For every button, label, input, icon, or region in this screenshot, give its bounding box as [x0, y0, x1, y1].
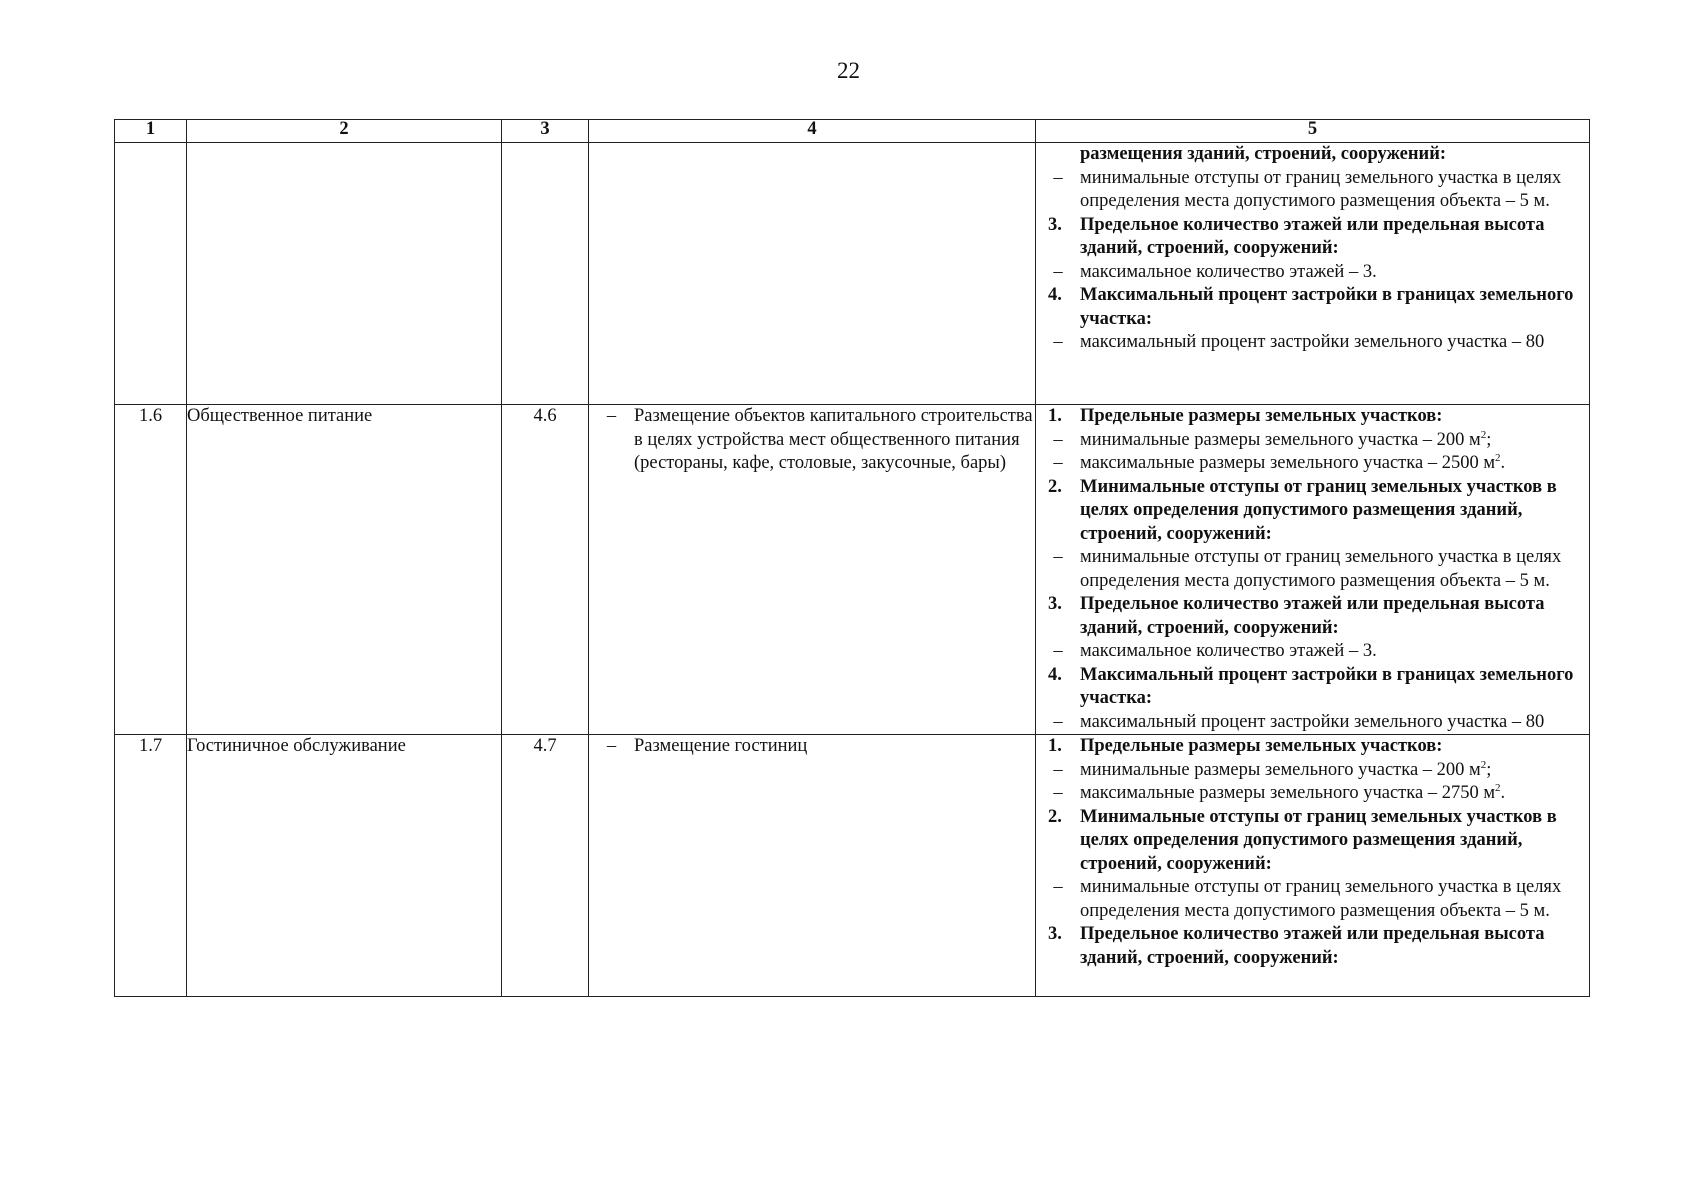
dash-marker: – — [1053, 711, 1063, 732]
heading-text: Предельные размеры земельных участков: — [1080, 406, 1443, 426]
cell-name: Общественное питание — [187, 405, 502, 735]
number-marker: 1. — [1048, 736, 1062, 756]
number-marker: 1. — [1048, 406, 1062, 426]
dash-item — [1036, 261, 1589, 285]
heading-text: Предельное количество этажей или предельная высота зданий, строений, сооружений: — [1080, 924, 1545, 968]
cell-description — [589, 405, 1036, 735]
item-text: минимальные отступы от границ земельного участка в целях определения места допустимого размещения объекта – 5 м. — [1080, 167, 1562, 211]
item-text: максимальное количество этажей – 3. — [1080, 261, 1377, 282]
number-marker: 4. — [1048, 285, 1062, 305]
dash-item — [1036, 759, 1589, 783]
cell-code: 4.6 — [502, 405, 589, 735]
cell-name: Гостиничное обслуживание — [187, 735, 502, 997]
dash-item — [1036, 640, 1589, 664]
cell-num: 1.7 — [115, 735, 187, 997]
dash-item — [1036, 546, 1589, 593]
cell-code: 4.7 — [502, 735, 589, 997]
dash-item — [1036, 331, 1589, 355]
dash-marker: – — [1053, 261, 1063, 282]
cell-parameters — [1036, 143, 1590, 405]
dash-item — [1036, 782, 1589, 806]
heading-text: размещения зданий, строений, сооружений: — [1080, 144, 1447, 164]
item-text: максимальные размеры земельного участка – 2750 $м^2$. — [1080, 781, 1506, 803]
dash-marker: – — [1053, 429, 1063, 450]
numbered-heading — [1036, 806, 1589, 877]
column-header: 3 — [502, 120, 589, 143]
item-text: минимальные отступы от границ земельного участка в целях определения места допустимого размещения объекта – 5 м. — [1080, 547, 1562, 591]
item-text: минимальные отступы от границ земельного участка в целях определения места допустимого размещения объекта – 5 м. — [1080, 877, 1562, 921]
column-header: 4 — [589, 120, 1036, 143]
number-marker: 4. — [1048, 664, 1062, 685]
table-row — [115, 735, 1590, 997]
dash-marker: – — [1053, 759, 1063, 780]
heading-text: Предельные размеры земельных участков: — [1080, 736, 1443, 756]
cell-name — [187, 143, 502, 405]
cell-description — [589, 143, 1036, 405]
dash-marker: – — [1053, 783, 1063, 803]
heading-text: Максимальный процент застройки в границах земельного участка: — [1080, 285, 1574, 329]
cell-description — [589, 735, 1036, 997]
land-use-table — [114, 119, 1590, 997]
column-header: 5 — [1036, 120, 1590, 143]
description-text: Размещение объектов капитального строительства в целях устройства мест общественного питания (рестораны, кафе, столовые, закусочные, бары) — [634, 406, 1033, 473]
column-header: 2 — [187, 120, 502, 143]
numbered-heading — [1036, 214, 1589, 261]
number-marker: 3. — [1048, 924, 1062, 944]
numbered-heading — [1036, 405, 1589, 429]
item-text: максимальное количество этажей – 3. — [1080, 641, 1377, 661]
table-header-row — [115, 120, 1590, 143]
cell-num — [115, 143, 187, 405]
dash-item — [1036, 876, 1589, 923]
dash-item — [1036, 452, 1589, 476]
item-text: минимальные размеры земельного участка – 200 $м^2$; — [1080, 758, 1492, 780]
cell-num: 1.6 — [115, 405, 187, 735]
item-text: максимальный процент застройки земельного участка – 80 — [1080, 332, 1545, 352]
number-marker: 3. — [1048, 594, 1062, 614]
description-text: Размещение гостиниц — [634, 736, 808, 756]
dash-marker: – — [1053, 547, 1063, 567]
number-marker: 2. — [1048, 476, 1062, 497]
numbered-heading — [1036, 923, 1589, 970]
heading-text: Минимальные отступы от границ земельных участков в целях определения допустимого размещения зданий, строений, сооружений: — [1080, 806, 1557, 874]
cell-code — [502, 143, 589, 405]
heading-text: Предельное количество этажей или предельная высота зданий, строений, сооружений: — [1080, 214, 1545, 258]
page-number: 22 — [837, 58, 860, 83]
column-header: 1 — [115, 120, 187, 143]
numbered-heading — [1036, 476, 1589, 547]
number-marker: 2. — [1048, 806, 1062, 827]
numbered-heading — [1036, 735, 1589, 759]
item-text: минимальные размеры земельного участка – 200 $м^2$; — [1080, 428, 1492, 450]
cell-parameters — [1036, 735, 1590, 997]
number-marker: 3. — [1048, 214, 1062, 235]
item-text: максимальный процент застройки земельного участка – 80 — [1080, 711, 1545, 732]
numbered-heading — [1036, 284, 1589, 331]
numbered-heading — [1036, 593, 1589, 640]
dash-marker: – — [1053, 877, 1063, 897]
table-row — [115, 405, 1590, 735]
dash-marker: – — [1053, 641, 1063, 661]
cell-parameters — [1036, 405, 1590, 735]
dash-item — [1036, 429, 1589, 453]
dash-item — [1036, 711, 1589, 735]
dash-marker: – — [1053, 332, 1063, 352]
table-row-continuation — [115, 143, 1590, 405]
dash-marker: – — [1053, 167, 1063, 188]
item-text: максимальные размеры земельного участка – 2500 $м^2$. — [1080, 451, 1506, 473]
heading-text: Минимальные отступы от границ земельных участков в целях определения допустимого размещения зданий, строений, сооружений: — [1080, 476, 1557, 544]
heading-text: Максимальный процент застройки в границах земельного участка: — [1080, 664, 1574, 708]
heading-text: Предельное количество этажей или предельная высота зданий, строений, сооружений: — [1080, 594, 1545, 638]
dash-marker: – — [606, 406, 617, 426]
continued-heading — [1036, 143, 1589, 167]
dash-marker: – — [1053, 453, 1063, 473]
numbered-heading — [1036, 664, 1589, 711]
dash-marker: – — [606, 736, 617, 756]
dash-item — [1036, 167, 1589, 214]
